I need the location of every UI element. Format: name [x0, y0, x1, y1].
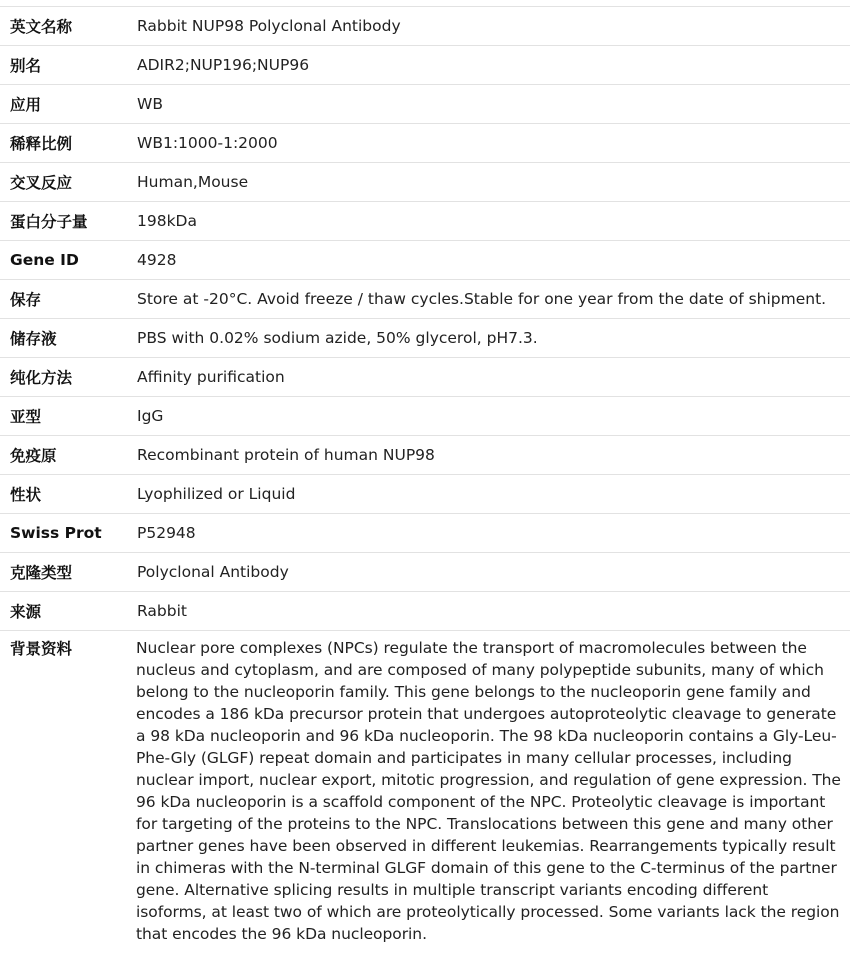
row-value: IgG: [137, 407, 164, 425]
row-label: 储存液: [10, 330, 57, 348]
row-value: 4928: [137, 251, 177, 269]
spec-table: [0, 6, 850, 945]
row-label: 免疫原: [10, 447, 57, 465]
row-value: PBS with 0.02% sodium azide, 50% glycerol, pH7.3.: [137, 329, 538, 347]
spec-row-isotype: [0, 397, 850, 436]
spec-row-buffer: [0, 319, 850, 358]
spec-row-background: [0, 631, 850, 945]
spec-row-english-name: [0, 7, 850, 46]
row-value: ADIR2;NUP196;NUP96: [137, 56, 310, 74]
spec-row-storage: [0, 280, 850, 319]
row-label: 稀释比例: [10, 135, 73, 153]
row-label: Gene ID: [10, 251, 79, 269]
spec-row-clonality: [0, 553, 850, 592]
row-value: 198kDa: [137, 212, 197, 230]
row-label: 背景资料: [10, 640, 73, 658]
spec-row-host: [0, 592, 850, 631]
row-label: 克隆类型: [10, 564, 73, 582]
spec-row-gene-id: [0, 241, 850, 280]
row-value: Recombinant protein of human NUP98: [137, 446, 435, 464]
row-value: Rabbit NUP98 Polyclonal Antibody: [137, 17, 401, 35]
spec-row-form: [0, 475, 850, 514]
row-label: 英文名称: [10, 18, 73, 36]
spec-row-alias: [0, 46, 850, 85]
row-value: P52948: [137, 524, 196, 542]
row-label: 性状: [10, 486, 42, 504]
spec-row-molecular-weight: [0, 202, 850, 241]
row-value: WB: [137, 95, 163, 113]
row-value: WB1:1000-1:2000: [137, 134, 278, 152]
row-label: 应用: [10, 96, 42, 114]
spec-row-immunogen: [0, 436, 850, 475]
background-text: Nuclear pore complexes (NPCs) regulate the transport of macromolecules between the nucleus and cytoplasm, and are composed of many polypeptide subunits, many of which belong to the nucleoporin family. This gene belongs to the nucleoporin gene family and encodes a 186 kDa precursor protein that undergoes autoproteolytic cleavage to generate a 98 kDa nucleoporin and 96 kDa nucleoporin. The 98 kDa nucleoporin contains a Gly-Leu-Phe-Gly (GLGF) repeat domain and participates in many cellular processes, including nuclear import, nuclear export, mitotic progression, and regulation of gene expression. The 96 kDa nucleoporin is a scaffold component of the NPC. Proteolytic cleavage is important for targeting of the proteins to the NPC. Translocations between this gene and many other partner genes have been observed in different leukemias. Rearrangements typically result in chimeras with the N-terminal GLGF domain of this gene to the C-terminus of the partner gene. Alternative splicing results in multiple transcript variants encoding different isoforms, at least two of which are proteolytically processed. Some variants lack the region that encodes the 96 kDa nucleoporin.: [136, 639, 841, 943]
spec-row-dilution: [0, 124, 850, 163]
row-label: 亚型: [10, 408, 42, 426]
row-label: 来源: [10, 603, 42, 621]
spec-row-purification: [0, 358, 850, 397]
spec-row-application: [0, 85, 850, 124]
row-value: Rabbit: [137, 602, 187, 620]
row-label: 保存: [10, 291, 42, 309]
row-value: Lyophilized or Liquid: [137, 485, 296, 503]
row-value: Human,Mouse: [137, 173, 249, 191]
spec-row-reactivity: [0, 163, 850, 202]
row-label: 纯化方法: [10, 369, 73, 387]
row-label: 别名: [10, 57, 42, 75]
spec-row-swiss-prot: [0, 514, 850, 553]
row-value: Affinity purification: [137, 368, 285, 386]
row-label: 蛋白分子量: [10, 213, 88, 231]
row-value: Store at -20°C. Avoid freeze / thaw cycles.Stable for one year from the date of shipment.: [137, 290, 827, 308]
row-label: Swiss Prot: [10, 524, 102, 542]
row-label: 交叉反应: [10, 174, 73, 192]
row-value: Polyclonal Antibody: [137, 563, 289, 581]
